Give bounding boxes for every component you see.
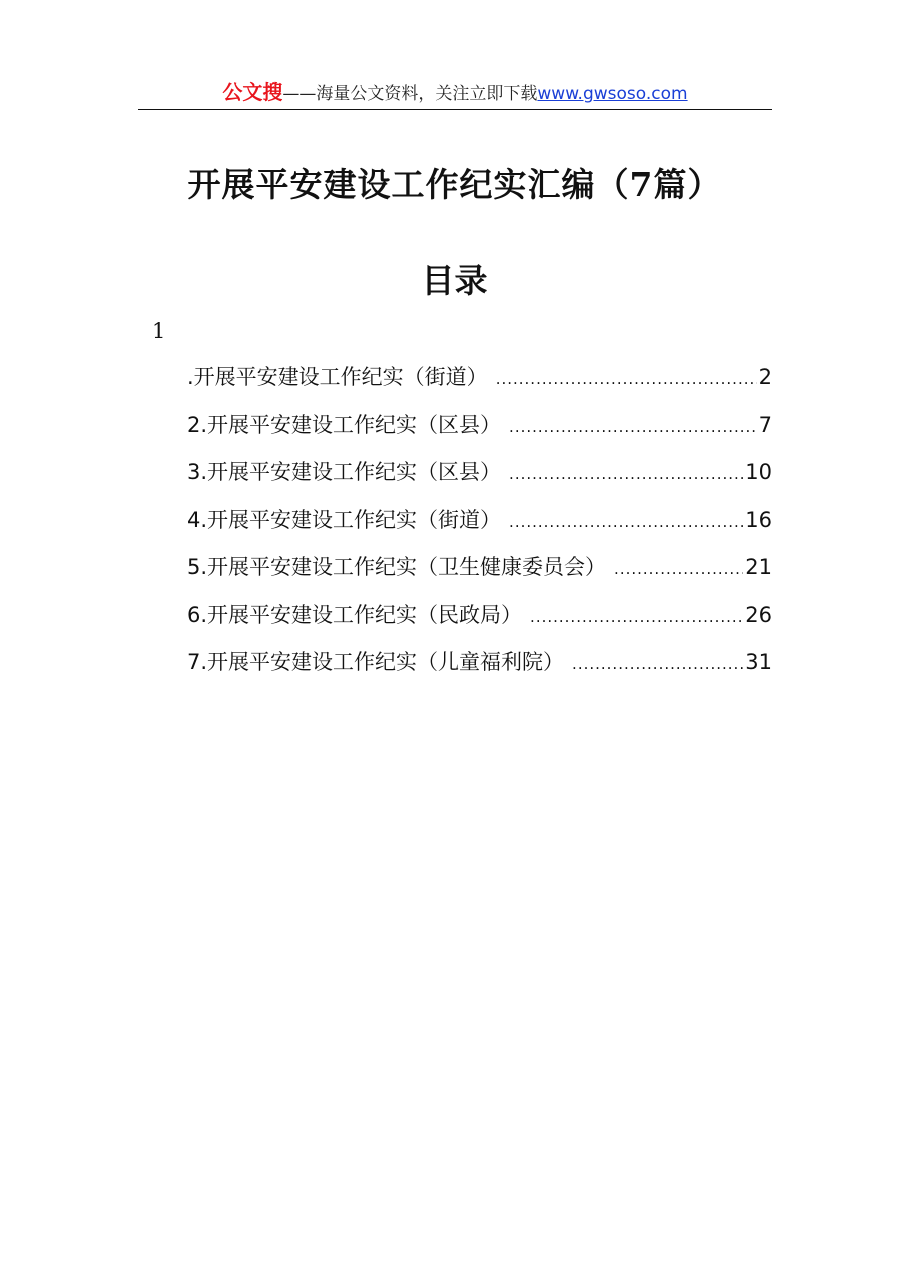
toc-page-number: 16: [745, 507, 772, 532]
toc-page-number: 10: [745, 460, 772, 484]
toc-entry-7[interactable]: [187, 647, 772, 695]
toc-dot-leader: [572, 649, 743, 679]
toc-entry-text: 5.开展平安建设工作纪实（卫生健康委员会）: [187, 555, 607, 579]
stray-number: 1: [152, 319, 166, 343]
toc-dot-leader: [614, 554, 743, 584]
site-link[interactable]: www.gwsoso.com: [537, 84, 688, 104]
toc-dot-leader: [509, 459, 743, 489]
toc-entry-text: 3.开展平安建设工作纪实（区县）: [187, 460, 502, 484]
header-divider: [138, 109, 772, 110]
document-title: 开展平安建设工作纪实汇编（7篇）: [187, 165, 722, 204]
toc-entry-3[interactable]: [187, 457, 772, 505]
table-of-contents: [187, 362, 772, 695]
toc-page-number: 26: [745, 602, 772, 627]
toc-entry-text: 6.开展平安建设工作纪实（民政局）: [187, 602, 523, 627]
toc-entry-1[interactable]: [187, 362, 772, 410]
toc-dot-leader: [496, 364, 757, 394]
toc-entry-6[interactable]: [187, 600, 772, 648]
toc-dot-leader: [509, 412, 757, 442]
toc-entry-2[interactable]: [187, 410, 772, 458]
toc-entry-text: .开展平安建设工作纪实（街道）: [187, 365, 488, 389]
toc-page-number: 7: [758, 412, 772, 437]
toc-entry-5[interactable]: [187, 552, 772, 600]
toc-page-number: 2: [758, 365, 772, 389]
toc-dot-leader: [530, 602, 743, 632]
toc-page-number: 21: [745, 555, 772, 579]
page-header: [138, 74, 772, 110]
toc-heading: 目录: [421, 261, 488, 300]
toc-entry-4[interactable]: [187, 505, 772, 553]
toc-entry-text: 2.开展平安建设工作纪实（区县）: [187, 412, 502, 437]
toc-dot-leader: [509, 507, 743, 537]
brand-name: 公文搜: [222, 80, 283, 104]
toc-page-number: 31: [745, 650, 772, 674]
header-tagline: ——海量公文资料，关注立即下载: [282, 84, 538, 104]
toc-entry-text: 7.开展平安建设工作纪实（儿童福利院）: [187, 650, 565, 674]
toc-entry-text: 4.开展平安建设工作纪实（街道）: [187, 507, 502, 532]
